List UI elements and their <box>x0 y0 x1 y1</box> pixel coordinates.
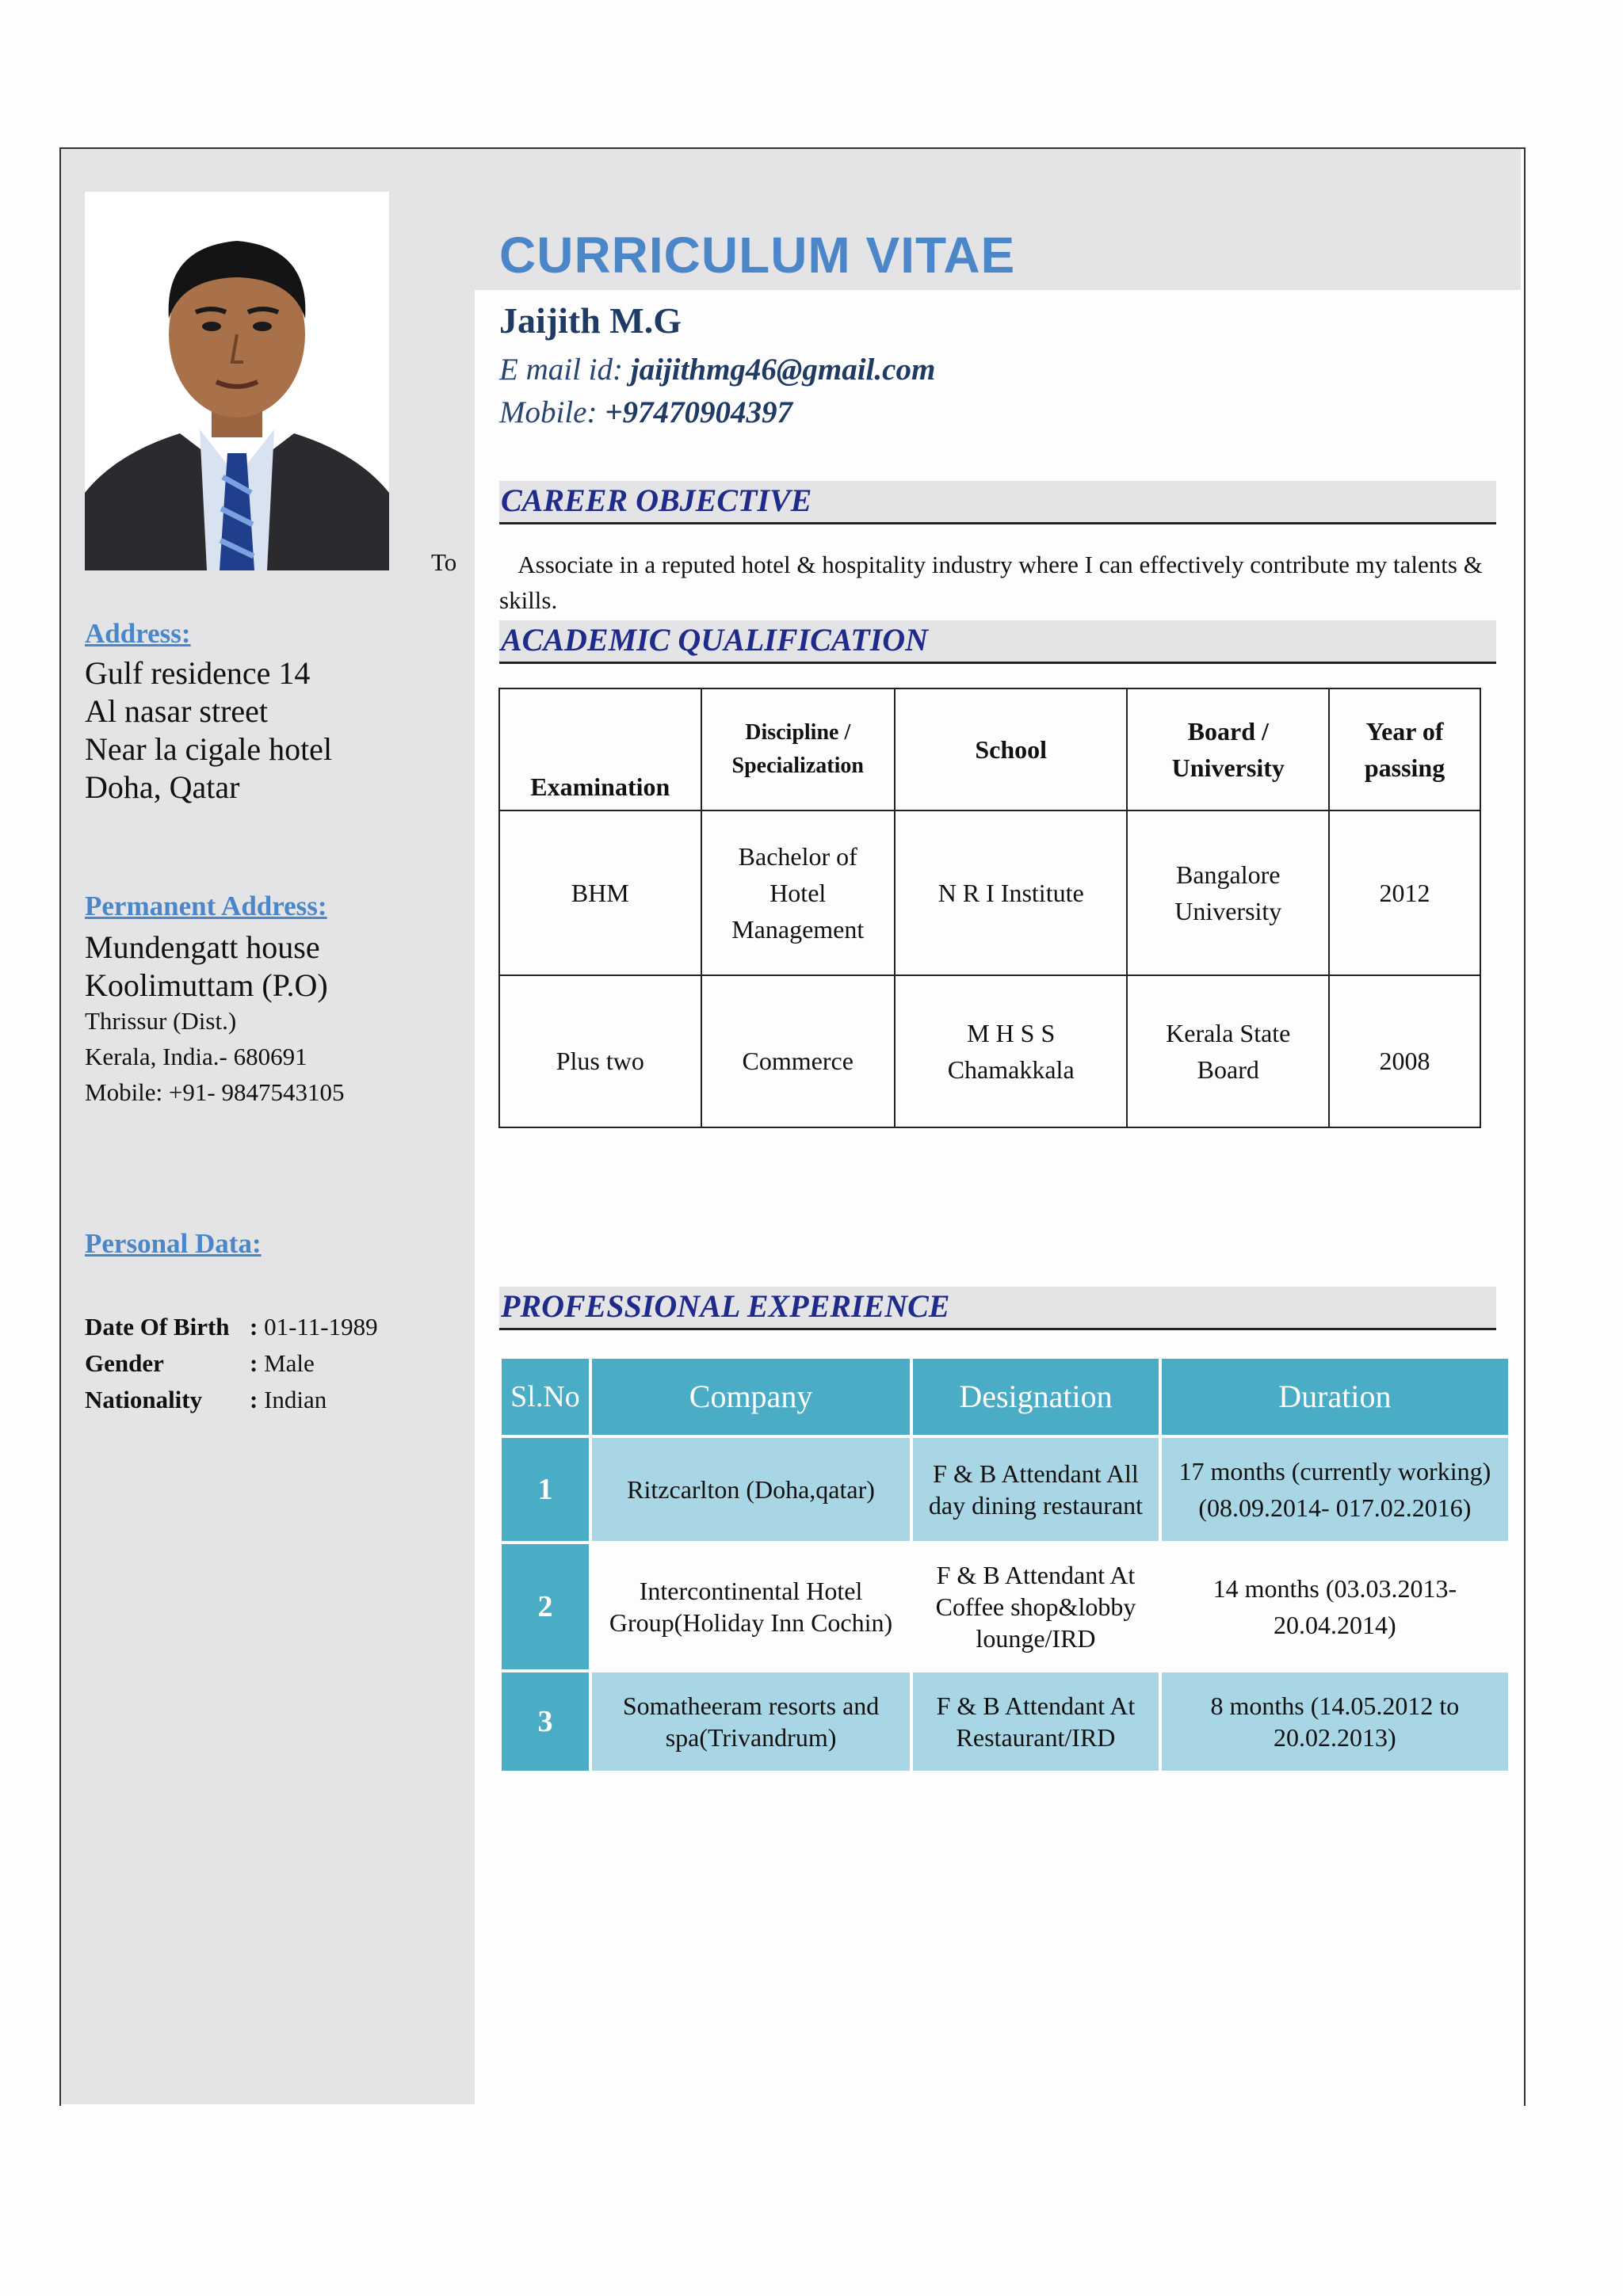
table-cell: Commerce <box>701 975 895 1127</box>
permanent-address-details <box>85 1003 344 1110</box>
cv-title: CURRICULUM VITAE <box>499 227 1016 284</box>
table-cell: BHM <box>499 810 701 975</box>
table-header-row <box>499 688 1480 810</box>
table-cell: Bangalore University <box>1127 810 1329 975</box>
email-label: E mail id: <box>499 353 631 387</box>
table-row <box>502 1672 1508 1771</box>
table-cell: 17 months (currently working) (08.09.2014- 017.02.2016) <box>1162 1438 1508 1541</box>
column-header: Designation <box>913 1359 1159 1435</box>
table-cell: 3 <box>502 1672 589 1771</box>
address-block <box>85 654 332 807</box>
academic-table <box>498 688 1481 1128</box>
table-cell: M H S S Chamakkala <box>895 975 1128 1127</box>
permanent-address-heading: Permanent Address: <box>85 891 327 921</box>
table-cell: F & B Attendant All day dining restaurant <box>913 1438 1159 1541</box>
table-cell: 14 months (03.03.2013- 20.04.2014) <box>1162 1544 1508 1669</box>
table-cell: Somatheeram resorts and spa(Trivandrum) <box>592 1672 910 1771</box>
permanent-address-block <box>85 929 328 1005</box>
table-cell: Plus two <box>499 975 701 1127</box>
personal-gender: Gender : Male <box>85 1345 315 1382</box>
academic-heading: ACADEMIC QUALIFICATION <box>501 622 929 658</box>
personal-nationality: Nationality : Indian <box>85 1382 327 1418</box>
email-line <box>499 352 935 387</box>
column-header: School <box>895 688 1128 810</box>
personal-key: Nationality <box>85 1386 203 1413</box>
career-objective-bar <box>499 481 1496 524</box>
academic-bar <box>499 620 1496 664</box>
column-header: Company <box>592 1359 910 1435</box>
career-objective-text <box>499 547 1498 618</box>
personal-key: Date Of Birth <box>85 1313 230 1341</box>
table-cell: 8 months (14.05.2012 to 20.02.2013) <box>1162 1672 1508 1771</box>
experience-table <box>498 1356 1511 1774</box>
table-cell: 2012 <box>1329 810 1480 975</box>
experience-heading: PROFESSIONAL EXPERIENCE <box>501 1288 950 1324</box>
table-cell: Kerala State Board <box>1127 975 1329 1127</box>
permanent-address-line: Kerala, India.- 680691 <box>85 1043 307 1070</box>
table-header-row <box>502 1359 1508 1435</box>
mobile-line <box>499 395 792 430</box>
address-line: Al nasar street <box>85 693 269 729</box>
table-row <box>502 1438 1508 1541</box>
permanent-address-line: Thrissur (Dist.) <box>85 1007 237 1035</box>
mobile-label: Mobile: <box>499 395 605 429</box>
permanent-address-line: Mundengatt house <box>85 929 320 965</box>
mobile-value: +97470904397 <box>605 395 792 429</box>
personal-value: 01-11-1989 <box>264 1313 378 1341</box>
table-cell: Bachelor of Hotel Management <box>701 810 895 975</box>
career-objective-body: Associate in a reputed hotel & hospitality industry where I can effectively contribute my talents & skills. <box>499 551 1483 614</box>
table-cell: Ritzcarlton (Doha,qatar) <box>592 1438 910 1541</box>
permanent-address-line: Mobile: +91- 9847543105 <box>85 1078 345 1106</box>
email-value: jaijithmg46@gmail.com <box>630 353 936 387</box>
personal-value: Indian <box>264 1386 327 1413</box>
table-cell: F & B Attendant At Restaurant/IRD <box>913 1672 1159 1771</box>
column-header: Sl.No <box>502 1359 589 1435</box>
table-cell: 1 <box>502 1438 589 1541</box>
table-row <box>499 975 1480 1127</box>
to-label: To <box>431 548 457 576</box>
candidate-name: Jaijith M.G <box>499 300 682 341</box>
address-line: Gulf residence 14 <box>85 655 311 691</box>
personal-dob: Date Of Birth : 01-11-1989 <box>85 1309 378 1345</box>
column-header: Duration <box>1162 1359 1508 1435</box>
career-objective-heading: CAREER OBJECTIVE <box>501 482 812 518</box>
table-cell: N R I Institute <box>895 810 1128 975</box>
experience-bar <box>499 1287 1496 1330</box>
column-header: Discipline / Specialization <box>701 688 895 810</box>
address-line: Doha, Qatar <box>85 769 240 805</box>
personal-data-heading: Personal Data: <box>85 1228 262 1259</box>
table-cell: 2008 <box>1329 975 1480 1127</box>
permanent-address-line: Koolimuttam (P.O) <box>85 967 328 1003</box>
table-cell: 2 <box>502 1544 589 1669</box>
table-row <box>502 1544 1508 1669</box>
column-header: Year of passing <box>1329 688 1480 810</box>
address-heading: Address: <box>85 618 191 649</box>
personal-value: Male <box>264 1349 315 1377</box>
table-cell: F & B Attendant At Coffee shop&lobby lounge/IRD <box>913 1544 1159 1669</box>
column-header: Examination <box>499 688 701 810</box>
table-row <box>499 810 1480 975</box>
profile-photo <box>85 192 389 570</box>
personal-key: Gender <box>85 1349 164 1377</box>
address-line: Near la cigale hotel <box>85 731 333 767</box>
column-header: Board / University <box>1127 688 1329 810</box>
table-cell: Intercontinental Hotel Group(Holiday Inn Cochin) <box>592 1544 910 1669</box>
